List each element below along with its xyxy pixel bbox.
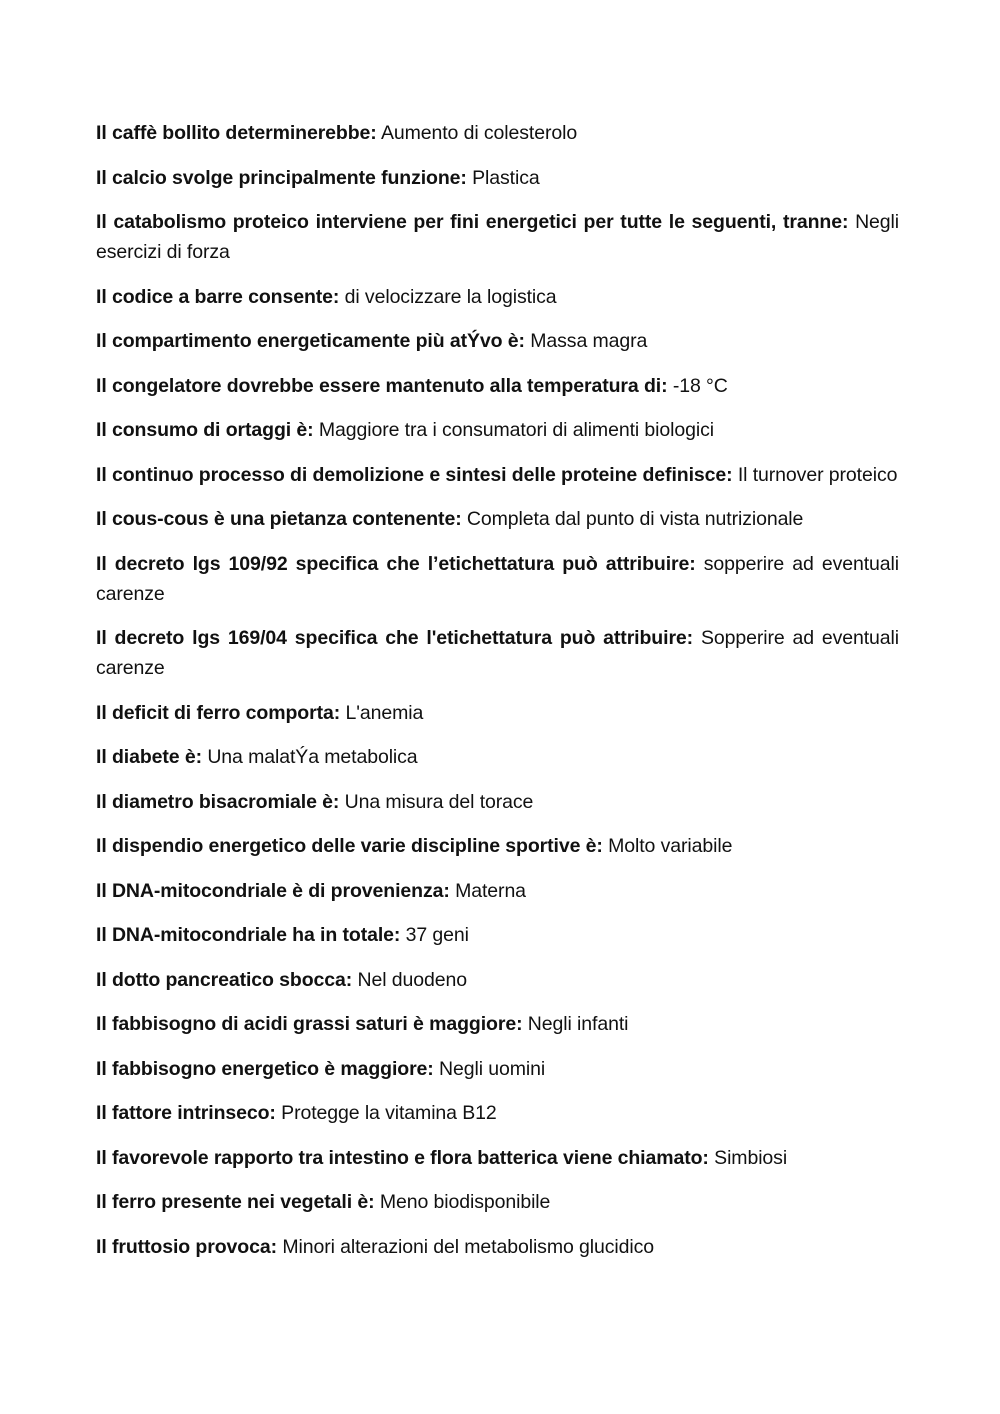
question-text: Il codice a barre consente: (96, 285, 340, 308)
qa-item (96, 787, 899, 817)
question-text: Il dispendio energetico delle varie discipline sportive è: (96, 835, 603, 857)
question-text: Il dotto pancreatico sbocca: (96, 968, 353, 991)
answer-text: Nel duodeno (357, 968, 467, 991)
answer-text: Meno biodisponibile (379, 1191, 551, 1213)
question-text: Il decreto lgs 109/92 specifica che l’etichettatura può attribuire: (96, 552, 696, 575)
qa-item (96, 207, 899, 267)
question-text: Il diabete è: (96, 746, 202, 768)
answer-text: Plastica (472, 166, 540, 189)
qa-item (96, 549, 899, 609)
qa-item (96, 876, 899, 906)
qa-item (96, 1009, 899, 1039)
answer-text: Completa dal punto di vista nutrizionale (466, 508, 804, 530)
answer-text: sopperire ad eventuali carenze (96, 552, 900, 605)
answer-text: Materna (455, 879, 526, 902)
answer-text: Il turnover proteico (737, 463, 898, 486)
question-text: Il fruttosio provoca: (96, 1235, 277, 1258)
question-text: Il fattore intrinseco: (96, 1102, 276, 1124)
question-text: Il caffè bollito determinerebbe: (96, 122, 377, 144)
question-text: Il continuo processo di demolizione e sintesi delle proteine definisce: (96, 463, 733, 486)
question-text: Il decreto lgs 169/04 specifica che l'etichettatura può attribuire: (96, 627, 694, 649)
answer-text: Molto variabile (608, 835, 733, 857)
answer-text: -18 °C (672, 374, 728, 397)
question-text: Il DNA-mitocondriale è di provenienza: (96, 879, 450, 902)
qa-item (96, 698, 899, 728)
qa-item (96, 1098, 899, 1128)
answer-text: Una misura del torace (344, 790, 534, 813)
qa-item (96, 1143, 899, 1173)
qa-item (96, 1187, 899, 1217)
answer-text: Sopperire ad eventuali carenze (96, 627, 899, 679)
answer-text: Aumento di colesterolo (380, 122, 578, 144)
answer-text: 37 geni (405, 924, 469, 946)
qa-item (96, 415, 899, 445)
qa-item (96, 623, 899, 683)
question-text: Il DNA-mitocondriale ha in totale: (96, 924, 401, 946)
qa-item (96, 118, 899, 148)
answer-text: Negli uomini (439, 1057, 546, 1080)
qa-item (96, 920, 899, 950)
qa-item (96, 1054, 899, 1084)
question-text: Il ferro presente nei vegetali è: (96, 1191, 375, 1213)
question-text: Il cous-cous è una pietanza contenente: (96, 508, 462, 530)
qa-item (96, 831, 899, 861)
question-text: Il deficit di ferro comporta: (96, 701, 341, 724)
question-text: Il fabbisogno di acidi grassi saturi è maggiore: (96, 1013, 523, 1035)
qa-item (96, 742, 899, 772)
question-text: Il calcio svolge principalmente funzione: (96, 166, 467, 189)
question-text: Il catabolismo proteico interviene per fini energetici per tutte le seguenti, tranne: (96, 211, 849, 233)
qa-item (96, 371, 899, 401)
answer-text: Una malatÝa metabolica (207, 746, 418, 768)
answer-text: L'anemia (345, 701, 424, 724)
qa-item (96, 965, 899, 995)
question-text: Il diametro bisacromiale è: (96, 790, 340, 813)
answer-text: Negli esercizi di forza (96, 211, 899, 263)
answer-text: Protegge la vitamina B12 (281, 1102, 497, 1124)
answer-text: Minori alterazioni del metabolismo glucidico (282, 1235, 655, 1258)
answer-text: di velocizzare la logistica (344, 285, 557, 308)
qa-item (96, 1232, 899, 1262)
qa-item (96, 460, 899, 490)
answer-text: Negli infanti (527, 1013, 629, 1035)
qa-list (96, 118, 899, 1276)
question-text: Il fabbisogno energetico è maggiore: (96, 1057, 434, 1080)
answer-text: Massa magra (530, 330, 648, 352)
qa-item (96, 504, 899, 534)
question-text: Il consumo di ortaggi è: (96, 419, 314, 441)
question-text: Il favorevole rapporto tra intestino e flora batterica viene chiamato: (96, 1146, 709, 1169)
qa-item (96, 282, 899, 312)
qa-item (96, 163, 899, 193)
answer-text: Simbiosi (714, 1146, 788, 1169)
question-text: Il congelatore dovrebbe essere mantenuto alla temperatura di: (96, 374, 668, 397)
answer-text: Maggiore tra i consumatori di alimenti biologici (318, 419, 714, 441)
question-text: Il compartimento energeticamente più atÝvo è: (96, 330, 525, 352)
qa-item (96, 326, 899, 356)
